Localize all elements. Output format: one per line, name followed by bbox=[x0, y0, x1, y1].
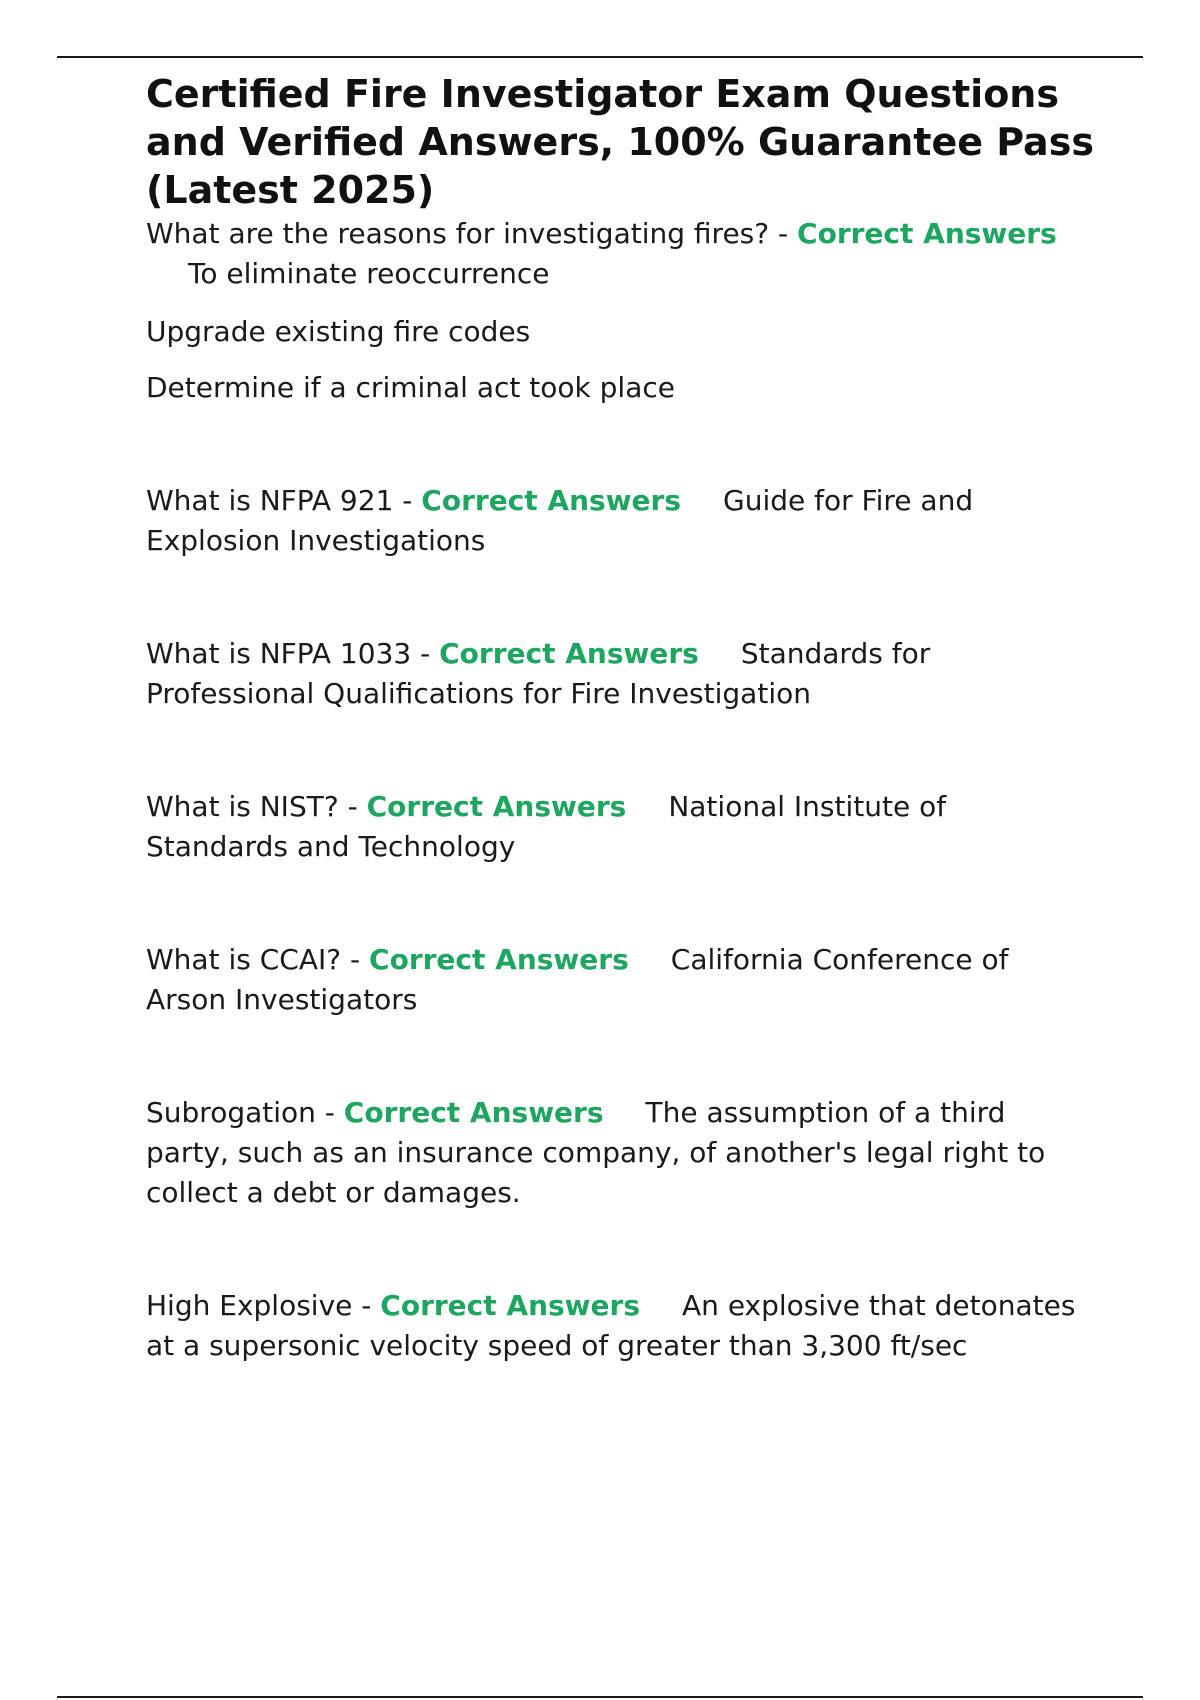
correct-answers-label: Correct Answers bbox=[421, 484, 682, 517]
correct-answers-label: Correct Answers bbox=[380, 1289, 641, 1322]
answer-text: An explosive that detonates at a supersonic velocity speed of greater than 3,300 ft/sec bbox=[146, 1289, 1076, 1362]
answer-text: National Institute of Standards and Technology bbox=[146, 790, 947, 863]
answer-text: California Conference of Arson Investigators bbox=[146, 943, 1009, 1016]
document-title: Certified Fire Investigator Exam Questions and Verified Answers, 100% Guarantee Pass (Latest 2025) bbox=[146, 72, 1094, 212]
document-body bbox=[146, 70, 1096, 1366]
qa-item bbox=[146, 481, 1096, 561]
qa-line bbox=[146, 214, 1096, 294]
answer-text: Standards for Professional Qualifications for Fire Investigation bbox=[146, 637, 931, 710]
separator: - bbox=[341, 943, 370, 976]
qa-item bbox=[146, 1286, 1096, 1366]
question-text: What is NFPA 921 bbox=[146, 484, 394, 517]
separator: - bbox=[315, 1096, 344, 1129]
qa-item bbox=[146, 214, 1096, 408]
bottom-rule bbox=[57, 1696, 1143, 1698]
correct-answers-label: Correct Answers bbox=[366, 790, 627, 823]
separator: - bbox=[338, 790, 367, 823]
qa-item bbox=[146, 634, 1096, 714]
qa-line bbox=[146, 1286, 1096, 1366]
correct-answers-label: Correct Answers bbox=[797, 217, 1057, 250]
separator: - bbox=[352, 1289, 381, 1322]
question-text: What is NFPA 1033 bbox=[146, 637, 412, 670]
qa-item bbox=[146, 787, 1096, 867]
correct-answers-label: Correct Answers bbox=[343, 1096, 604, 1129]
qa-line bbox=[146, 940, 1096, 1020]
qa-line bbox=[146, 634, 1096, 714]
question-text: What is CCAI? bbox=[146, 943, 342, 976]
separator: - bbox=[393, 484, 422, 517]
answer-extra-line: Upgrade existing fire codes bbox=[146, 315, 531, 348]
question-text: High Explosive bbox=[146, 1289, 353, 1322]
answer-text: The assumption of a third party, such as an insurance company, of another's legal right to collect a debt or damages. bbox=[146, 1096, 1046, 1209]
correct-answers-label: Correct Answers bbox=[439, 637, 699, 670]
question-text: What is NIST? bbox=[146, 790, 339, 823]
question-text: Subrogation bbox=[146, 1096, 316, 1129]
answer-text: Guide for Fire and Explosion Investigations bbox=[146, 484, 974, 557]
question-text: What are the reasons for investigating fires? bbox=[146, 217, 770, 250]
qa-item bbox=[146, 940, 1096, 1020]
qa-line bbox=[146, 787, 1096, 867]
answer-text: To eliminate reoccurrence bbox=[188, 257, 550, 290]
separator: - bbox=[411, 637, 440, 670]
answer-extra-line: Determine if a criminal act took place bbox=[146, 371, 675, 404]
qa-line bbox=[146, 1093, 1096, 1213]
qa-item bbox=[146, 1093, 1096, 1213]
correct-answers-label: Correct Answers bbox=[369, 943, 629, 976]
qa-line bbox=[146, 481, 1096, 561]
separator: - bbox=[769, 217, 798, 250]
top-rule bbox=[57, 56, 1143, 58]
